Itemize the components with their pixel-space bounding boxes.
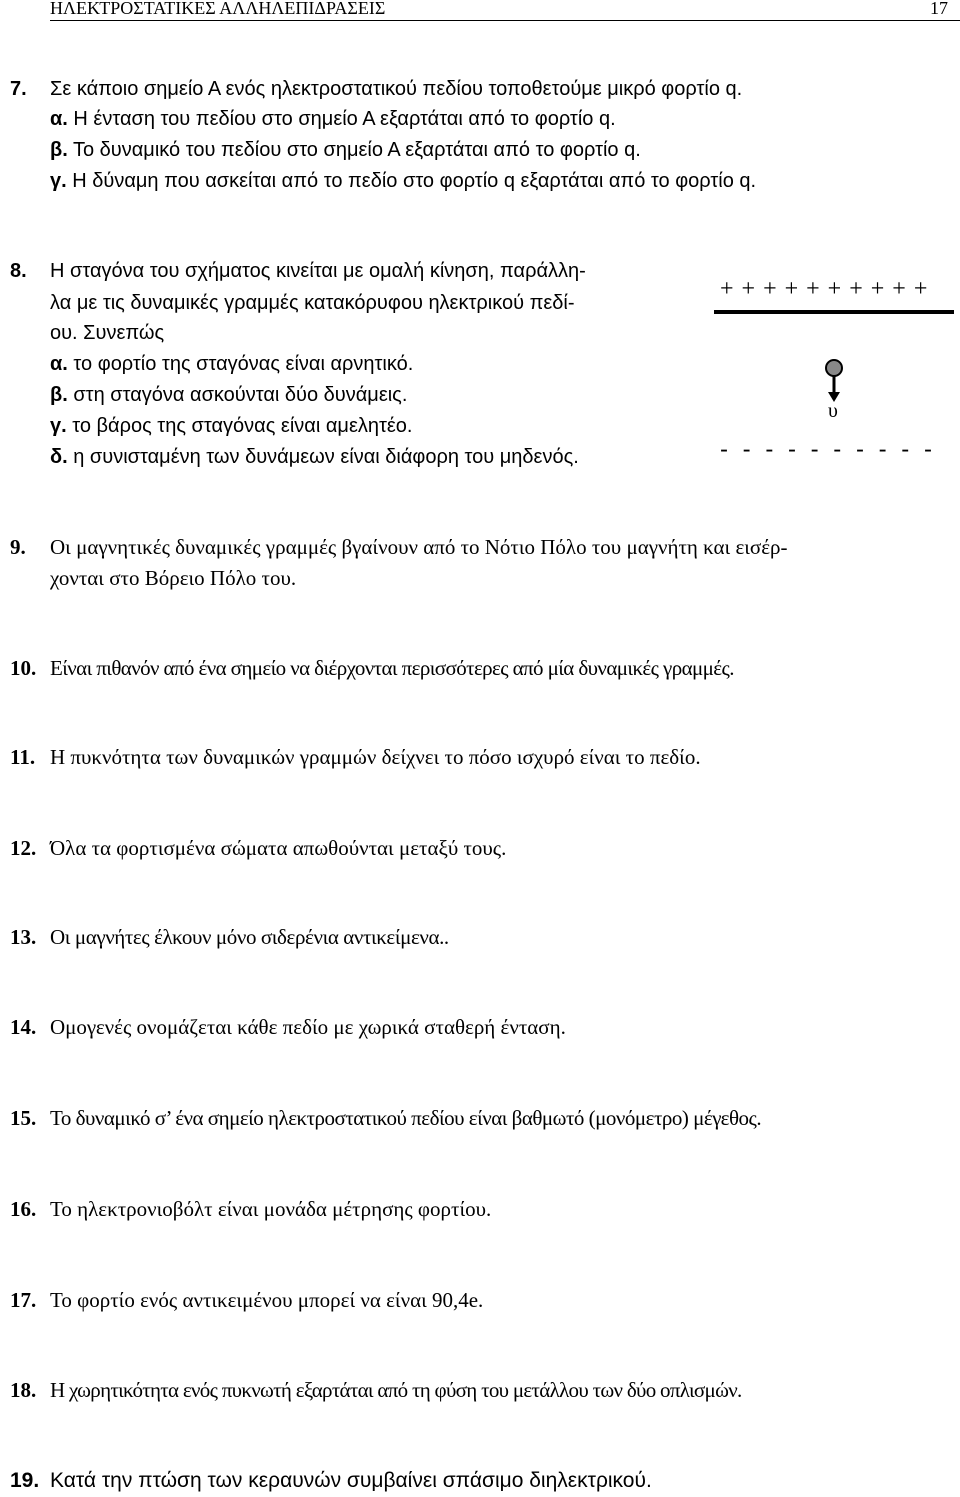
statement-number: 19. <box>10 1469 40 1492</box>
statement-18 <box>10 1378 742 1403</box>
statement-number: 15. <box>10 1106 37 1130</box>
capacitor-figure <box>714 276 954 463</box>
statement-number: 13. <box>10 925 37 949</box>
q8-option-c-label: γ. <box>50 415 67 437</box>
statement-text: Κατά την πτώση των κεραυνών συμβαίνει σπάσιμο διηλεκτρικού. <box>50 1469 652 1492</box>
q7-option-a-text: Η ένταση του πεδίου στο σημείο Α εξαρτάται από το φορτίο q. <box>73 108 616 130</box>
q8-option-b-text: στη σταγόνα ασκούνται δύο δυνάμεις. <box>73 384 408 406</box>
statement-text: Όλα τα φορτισμένα σώματα απωθούνται μεταξύ τους. <box>50 836 507 860</box>
statement-15 <box>10 1106 762 1131</box>
statement-number: 12. <box>10 836 37 860</box>
statement-14 <box>10 1015 566 1040</box>
negative-charges: - - - - - - - - - - <box>720 436 936 463</box>
q7-option-b-text: Το δυναμικό του πεδίου στο σημείο Α εξαρτάται από το φορτίο q. <box>72 139 641 161</box>
velocity-label: υ <box>828 400 838 422</box>
q7-option-c-label: γ. <box>50 170 67 192</box>
q7-option-c-text: Η δύναμη που ασκείται από το πεδίο στο φορτίο q εξαρτάται από το φορτίο q. <box>72 170 757 192</box>
q8-stem-line-1: Η σταγόνα του σχήματος κινείται με ομαλή κίνηση, παράλλη- <box>50 260 586 282</box>
page-number: 17 <box>930 0 948 18</box>
statement-number: 17. <box>10 1288 37 1312</box>
statement-text: Είναι πιθανόν από ένα σημείο να διέρχονται περισσότερες από μία δυναμικές γραμμές. <box>50 656 734 680</box>
top-plate <box>714 310 954 314</box>
q9-number: 9. <box>10 535 26 559</box>
q8-option-d-label: δ. <box>50 446 68 468</box>
statement-number: 18. <box>10 1378 37 1402</box>
q7-option-b-label: β. <box>50 139 68 161</box>
statement-text: Η πυκνότητα των δυναμικών γραμμών δείχνει το πόσο ισχυρό είναι το πεδίο. <box>50 745 701 769</box>
q8-option-b-label: β. <box>50 384 68 406</box>
statement-text: Το ηλεκτρονιοβόλτ είναι μονάδα μέτρησης φορτίου. <box>50 1197 492 1221</box>
header-title: ΗΛΕΚΤΡΟΣΤΑΤΙΚΕΣ ΑΛΛΗΛΕΠΙΔΡΑΣΕΙΣ <box>50 0 386 18</box>
q8-option-a-text: το φορτίο της σταγόνας είναι αρνητικό. <box>73 353 414 375</box>
statement-17 <box>10 1288 484 1313</box>
statement-number: 16. <box>10 1197 37 1221</box>
statement-10 <box>10 656 734 681</box>
q7-number: 7. <box>10 78 27 100</box>
statement-number: 14. <box>10 1015 37 1039</box>
droplet-with-velocity-arrow <box>818 358 858 428</box>
q7-option-a-label: α. <box>50 108 68 130</box>
q7-stem: Σε κάποιο σημείο Α ενός ηλεκτροστατικού πεδίου τοποθετούμε μικρό φορτίο q. <box>50 78 743 100</box>
q8-option-c-text: το βάρος της σταγόνας είναι αμελητέο. <box>72 415 413 437</box>
q8-stem-line-2: λα με τις δυναμικές γραμμές κατακόρυφου ηλεκτρικού πεδί- <box>50 292 575 314</box>
q9-line-2: χονται στο Βόρειο Πόλο του. <box>50 566 297 590</box>
statement-text: Η χωρητικότητα ενός πυκνωτή εξαρτάται από τη φύση του μετάλλου των δύο οπλισμών. <box>50 1378 742 1402</box>
statement-text: Ομογενές ονομάζεται κάθε πεδίο με χωρικά σταθερή ένταση. <box>50 1015 566 1039</box>
q8-stem-line-3: ου. Συνεπώς <box>50 322 165 344</box>
q8-number: 8. <box>10 260 27 282</box>
q8-option-a-label: α. <box>50 353 68 375</box>
statement-16 <box>10 1197 492 1222</box>
positive-charges: + + + + + + + + + + <box>720 276 929 302</box>
page-header <box>50 0 960 22</box>
header-rule <box>50 20 960 21</box>
statement-text: Οι μαγνήτες έλκουν μόνο σιδερένια αντικείμενα.. <box>50 925 449 949</box>
statement-12 <box>10 836 507 861</box>
statement-text: Το φορτίο ενός αντικειμένου μπορεί να είναι 90,4e. <box>50 1288 484 1312</box>
q8-option-d-text: η συνισταμένη των δυνάμεων είναι διάφορη του μηδενός. <box>73 446 579 468</box>
statement-number: 11. <box>10 745 36 769</box>
statement-13 <box>10 925 449 950</box>
statement-number: 10. <box>10 656 37 680</box>
statement-text: Το δυναμικό σ’ ένα σημείο ηλεκτροστατικού πεδίου είναι βαθμωτό (μονόμετρο) μέγεθος. <box>50 1106 762 1130</box>
q9-line-1: Οι μαγνητικές δυναμικές γραμμές βγαίνουν από το Νότιο Πόλο του μαγνήτη και εισέρ- <box>50 535 788 559</box>
statement-19 <box>10 1469 652 1493</box>
statement-11 <box>10 745 701 770</box>
